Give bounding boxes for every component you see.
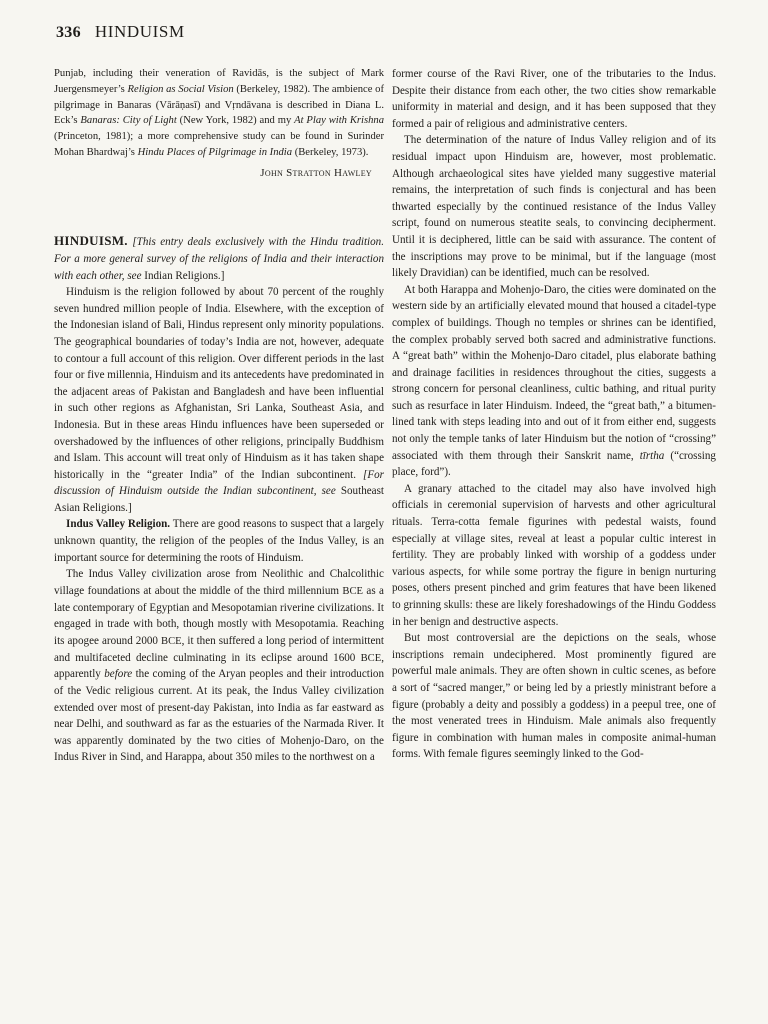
right-column [392,66,716,763]
paragraph-determination: The determination of the nature of Indus Valley religion and of its residual impact upon Hinduism are, however, most problematic. Although archaeological sites have yielded many suggestive material remains, the interpretation of such finds is conjectural and has been thwarted especially by the continued resistance of the Indus Valley script, found on numerous steatite seals, to convincing decipherment. Until it is deciphered, little can be said with assurance. The content of the inscriptions may prove to be minimal, but if the language (most likely Dravidian) can be identified, much can be resolved. [392,134,716,280]
entry-note: [This entry deals exclusively with the Hindu tradition. For a more general survey of the religions of India and their interaction with each other, see [54,236,384,282]
entry-title: HINDUISM. [54,233,128,249]
previous-entry-bibliography: Punjab, including their veneration of Ravidās, is the subject of Mark Juergensmeyer’s Religion as Social Vision (Berkeley, 1982). The ambience of pilgrimage in Banaras (Vārāṇasī) and Vṛndāvana is described in Diana L. Eck’s Banaras: City of Light (New York, 1982) and my At Play with Krishna (Princeton, 1981); a more comprehensive study can be found in Surinder Mohan Bhardwaj’s Hindu Places of Pilgrimage in India (Berkeley, 1973). [54,68,384,158]
civilization-paragraph: The Indus Valley civilization arose from Neolithic and Chalcolithic village foundations at about the middle of the third millennium BCE as a late contemporary of Egyptian and Mesopotamian riverine civilizations. It engaged in trade with both, though mostly with Mesopotamia. Reaching its apogee around 2000 BCE, it then suffered a long period of intermittent and multifaceted decline culminating in its eclipse around 1600 BCE, apparently before the coming of the Aryan peoples and their introduction of the Vedic religious current. At its peak, the Indus Valley civilization extended over most of present-day Pakistan, into India as far eastward as near Delhi, and southward as far as the estuaries of the Narmada River. It was apparently dominated by the two cities of Mohenjo-Daro, on the Indus River in Sind, and Harappa, about 350 miles to the northwest on a [54,568,384,764]
paragraph-granary: A granary attached to the citadel may also have involved high officials in ceremonial supervision of harvests and other agricultural rituals. Terra-cotta female figurines with pedestal waists, found especially at village sites, reveal at least a popular cultic interest in fertility. They are probably linked with worship of a goddess under various aspects, for while some portray the figure in benign nurturing poses, others present pinched and grim features that have been likened to grinning skulls: these are likely foreshadowings of the Hindu Goddess in her benign and destructive aspects. [392,482,716,628]
left-column [54,66,384,766]
running-title: HINDUISM [94,22,185,41]
page-number: 336 [56,24,81,41]
paragraph-ravi-river: former course of the Ravi River, one of the tributaries to the Indus. Despite their distance from each other, the two cities show remarkable uniformity in material and design, and it has been supposed that they formed a pair of religious and administrative centers. [392,68,716,130]
intro-paragraph: Hinduism is the religion followed by about 70 percent of the roughly seven hundred million people of India. Elsewhere, with the exception of the Indonesian island of Bali, Hindus represent only minority populations. The geographical boundaries of today’s India are not, however, adequate to contour a full account of this religion. Over different periods in the last four or five millennia, Hinduism and its antecedents have predominated in the adjacent areas of Pakistan and Bangladesh and have been influential in such other regions as Afghanistan, Sri Lanka, Southeast Asia, and Indonesia. But in these areas Hindu influences have been superseded or overshadowed by the influences of other religions, principally Buddhism and Islam. This account will treat only of Hinduism as it has taken shape historically in the “greater India” of the Indian subcontinent. [For discussion of Hinduism outside the Indian subcontinent, see Southeast Asian Religions.] [54,286,384,514]
running-head [56,22,185,42]
entry-heading: HINDUISM. [This entry deals exclusively with the Hindu tradition. For a more general survey of the religions of India and their interaction with each other, see Indian Religions.] [54,233,384,282]
section-heading-indus-valley: Indus Valley Religion. [66,518,171,531]
indus-valley-paragraph: Indus Valley Religion. There are good reasons to suspect that a largely unknown quantity, the religion of the peoples of the Indus Valley, is an important source for determining the roots of Hinduism. [54,518,384,564]
paragraph-seals: But most controversial are the depictions on the seals, whose inscriptions remain undeciphered. Most prominently figured are powerful male animals. They are often shown in cultic scenes, as before a sort of “sacred manger,” or being led by a priestly ministrant before a figure (probably a deity and possibly a goddess) in a peepul tree, one of the most venerated trees in Hinduism. Male animals also frequently figure in combination with human males in composite animal-human forms. With female figures seemingly linked to the God- [392,632,716,761]
author-signature: John Stratton Hawley [260,166,372,179]
paragraph-citadel: At both Harappa and Mohenjo-Daro, the cities were dominated on the western side by an artificially elevated mound that housed a citadel-type complex of buildings. Though no temples or shrines can be identified, the complex probably served both sacred and administrative functions. A “great bath” within the Mohenjo-Daro citadel, plus elaborate bathing and drainage facilities in residences throughout the cities, suggests a strong concern for personal cleanliness, cultic bathing, and ritual purity such as resurface in later Hinduism. Indeed, the “great bath,” a bitumen-lined tank with steps leading into and out of it from either end, suggests not only the temple tanks of later Hinduism but the notion of “crossing” associated with them through their Sanskrit name, tīrtha (“crossing place, ford”). [392,283,716,479]
